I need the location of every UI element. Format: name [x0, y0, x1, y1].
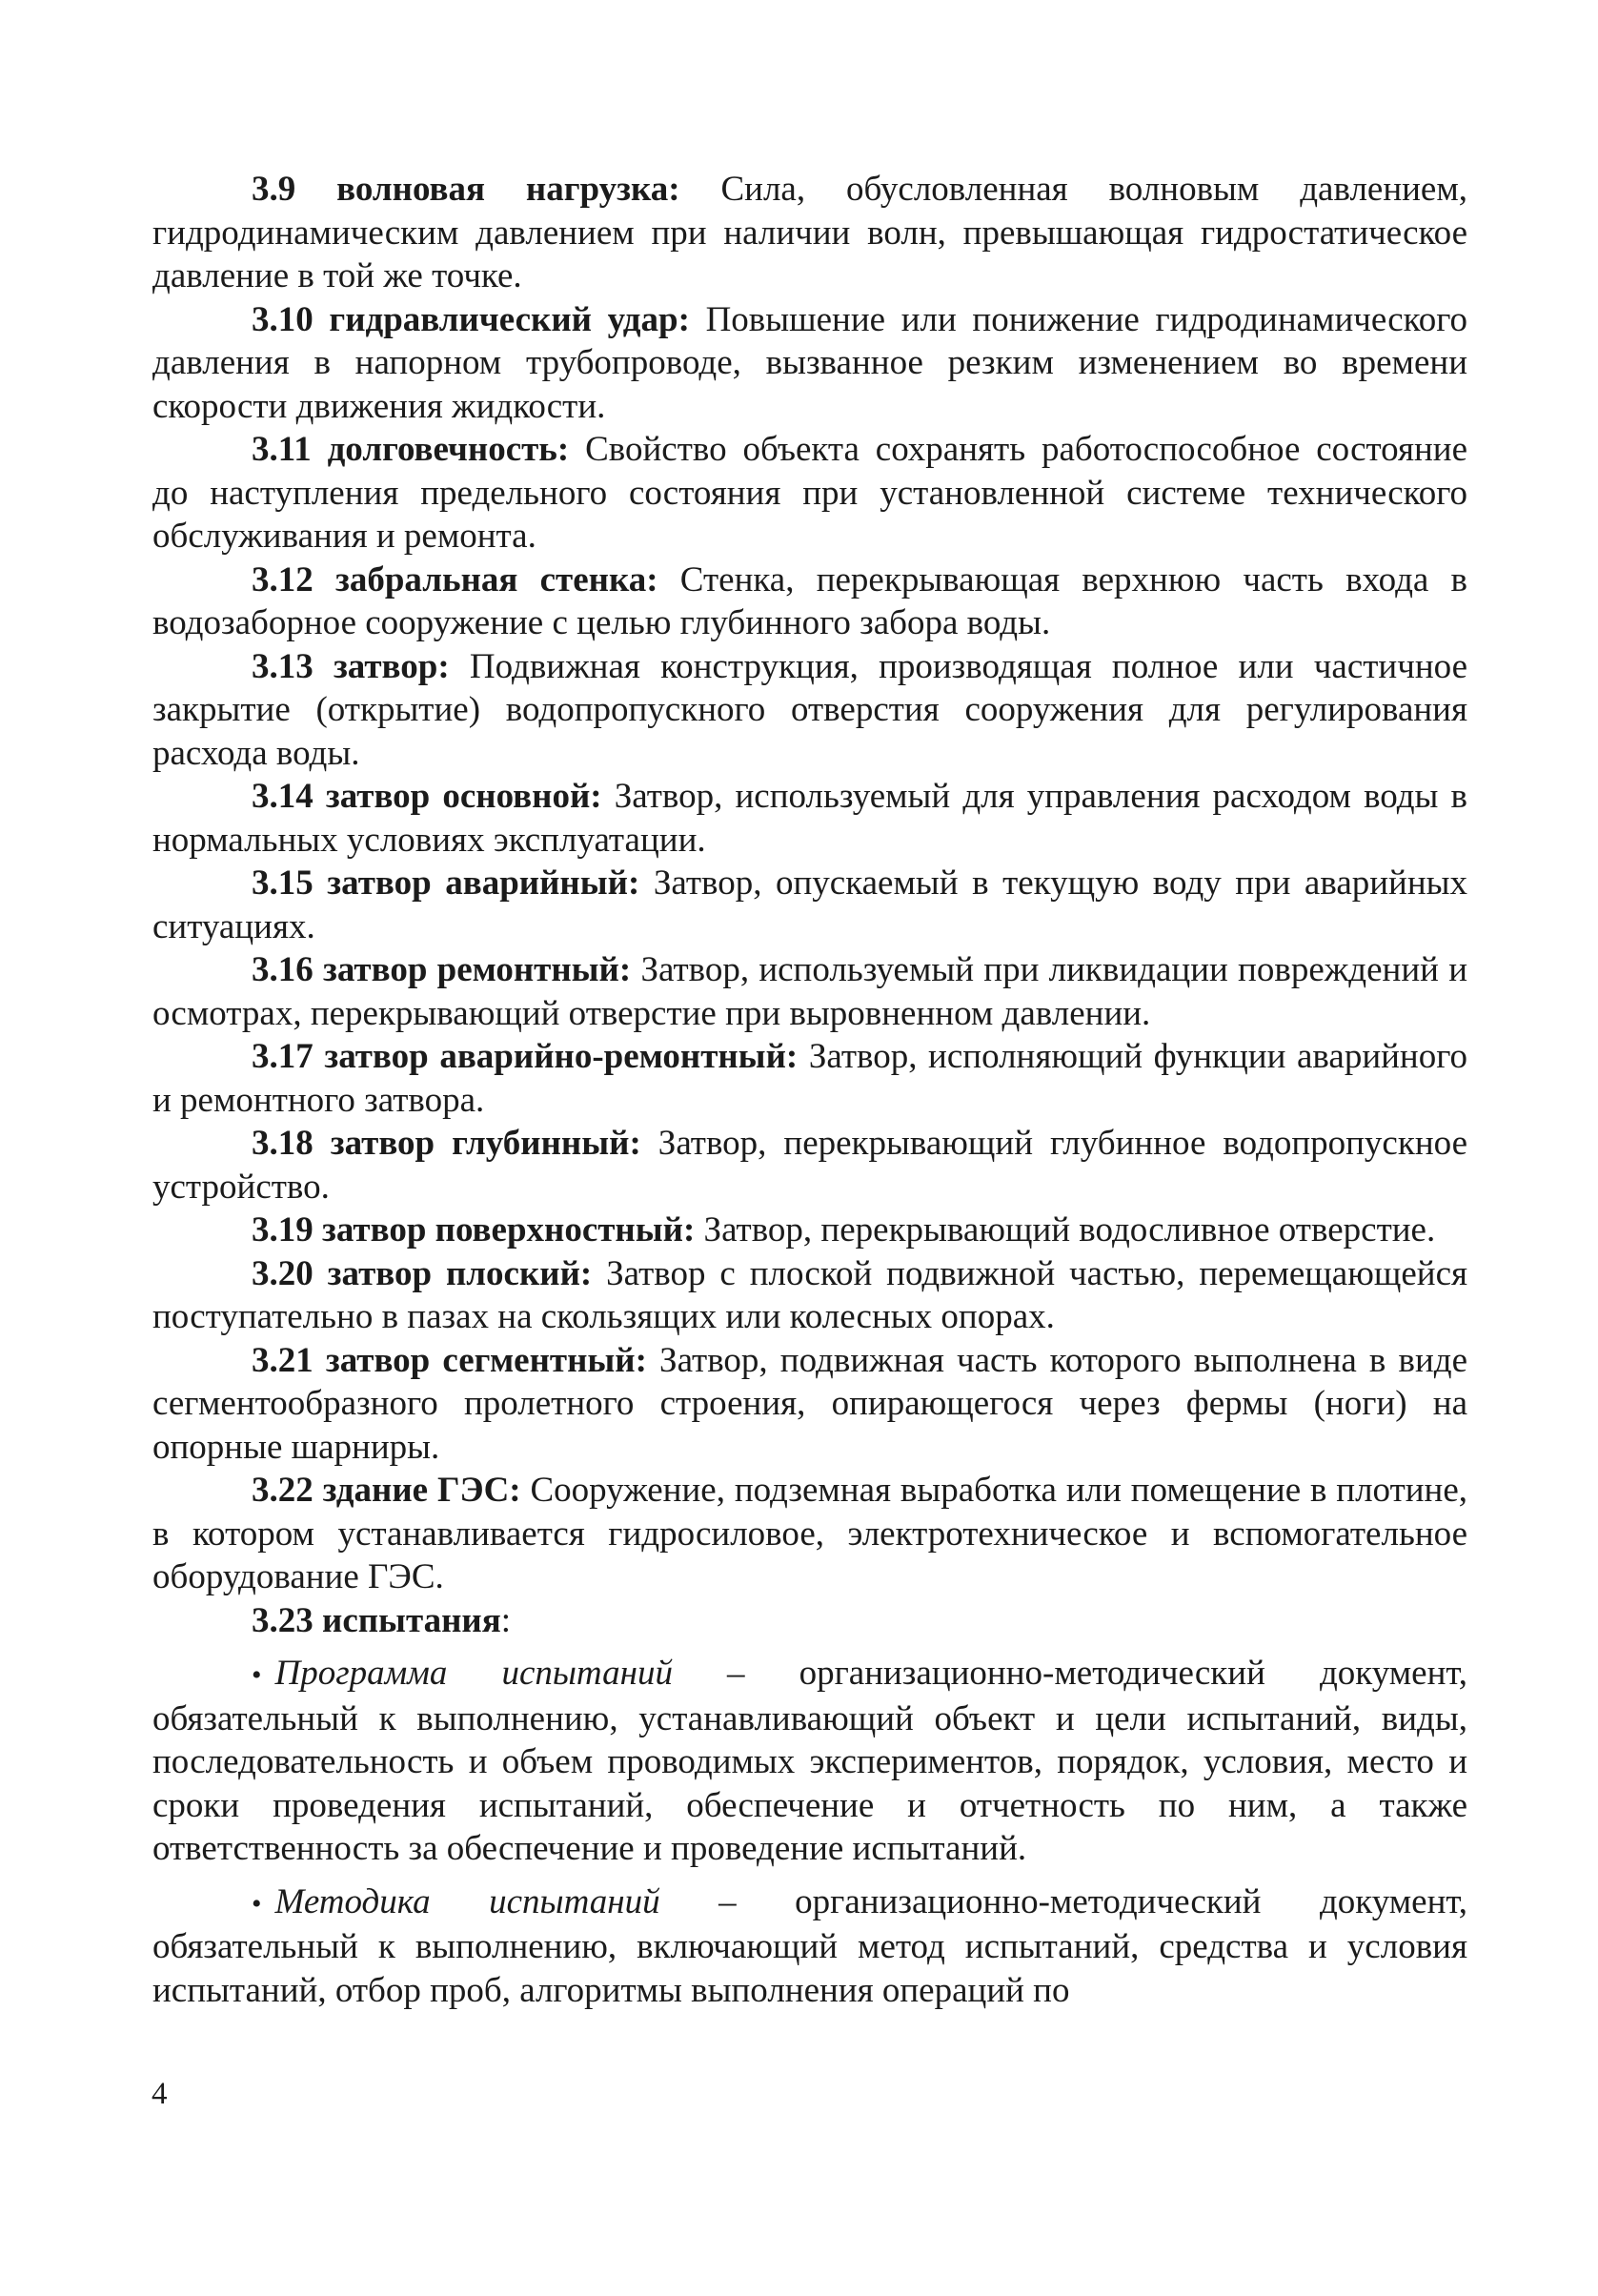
definition-entry	[152, 428, 1467, 559]
entry-term: здание ГЭС:	[322, 1471, 521, 1510]
page-body	[152, 168, 1467, 2012]
entry-term: забральная стенка:	[334, 559, 658, 599]
entry-number: 3.10	[252, 299, 314, 339]
entry-term: затвор ремонтный:	[323, 950, 632, 989]
entry-number: 3.12	[252, 559, 314, 599]
entry-number: 3.9	[252, 170, 296, 209]
entry-number: 3.19	[252, 1210, 314, 1250]
entry-text: Затвор, перекрывающий глубинное водопропускное устройство.	[152, 1124, 1468, 1207]
entry-text: Сила, обусловленная волновым давлением, гидродинамическим давлением при наличии волн, превышающая гидростатическое давление в той же точке.	[152, 170, 1468, 295]
entry-term: затвор:	[333, 646, 450, 686]
bullet-text: – организационно-методический документ, обязательный к выполнению, включающий метод испытаний, средства и условия испытаний, отбор проб, алгоритмы выполнения операций по	[152, 1881, 1468, 2010]
entry-term: гидравлический удар:	[329, 299, 690, 339]
entry-text: Стенка, перекрывающая верхнюю часть входа в водозаборное сооружение с целью глубинного забора воды.	[152, 559, 1468, 642]
definition-entry	[152, 1209, 1467, 1252]
entry-number: 3.13	[252, 646, 314, 686]
bullet-text: – организационно-методический документ, обязательный к выполнению, устанавливающий объект и цели испытаний, виды, последовательность и объем проводимых экспериментов, порядок, условия, место и сроки проведения испытаний, обеспечение и отчетность по ним, а также ответственность за обеспечение и проведение испытаний.	[152, 1654, 1468, 1868]
bullet-item	[152, 1652, 1467, 1871]
definition-entry	[152, 1469, 1467, 1599]
definition-entry	[152, 1252, 1467, 1339]
bullet-marker: •	[252, 1659, 262, 1691]
entry-number: 3.11	[252, 430, 312, 469]
entry-number: 3.22	[252, 1471, 314, 1510]
entry-number: 3.16	[252, 950, 314, 989]
entry-text: Сооружение, подземная выработка или помещение в плотине, в котором устанавливается гидросиловое, электротехническое и вспомогательное оборудование ГЭС.	[152, 1471, 1468, 1596]
definition-entry	[152, 1035, 1467, 1122]
bullet-item	[152, 1880, 1467, 2013]
definition-entry	[152, 1339, 1467, 1470]
entry-term: волновая нагрузка:	[336, 170, 680, 209]
definition-entry	[152, 862, 1467, 948]
definition-entry	[152, 1599, 1467, 1643]
definition-entry	[152, 775, 1467, 862]
entry-text: Затвор, подвижная часть которого выполнена в виде сегментообразного пролетного строения, опирающегося через фермы (ноги) на опорные шарниры.	[152, 1340, 1468, 1467]
entry-term: затвор плоский:	[327, 1253, 593, 1293]
entry-term: затвор аварийный:	[327, 864, 640, 903]
entry-number: 3.21	[252, 1340, 314, 1380]
entry-term: затвор сегментный:	[325, 1340, 647, 1380]
entry-text: Затвор, используемый при ликвидации повреждений и осмотрах, перекрывающий отверстие при выровненном давлении.	[152, 950, 1468, 1033]
entry-text: Затвор, опускаемый в текущую воду при аварийных ситуациях.	[152, 864, 1468, 946]
entry-number: 3.18	[252, 1124, 314, 1163]
entry-text: Повышение или понижение гидродинамического давления в напорном трубопроводе, вызванное резким изменением во времени скорости движения жидкости.	[152, 299, 1467, 426]
entry-number: 3.15	[252, 864, 314, 903]
definition-entry	[152, 168, 1467, 298]
entry-text: Затвор, используемый для управления расходом воды в нормальных условиях эксплуатации.	[152, 777, 1467, 860]
definition-entry	[152, 948, 1467, 1035]
entry-number: 3.23	[252, 1600, 314, 1640]
entry-number: 3.17	[252, 1037, 314, 1076]
definition-entry	[152, 645, 1467, 776]
entry-term: затвор поверхностный:	[322, 1210, 696, 1250]
page-number: 4	[152, 2077, 168, 2111]
entry-term: затвор основной:	[325, 777, 602, 816]
entry-term: долговечность:	[327, 430, 570, 469]
bullet-term: Методика испытаний	[274, 1881, 660, 1921]
definition-entry	[152, 1122, 1467, 1209]
bullet-term: Программа испытаний	[274, 1654, 673, 1693]
entry-text: :	[500, 1600, 512, 1640]
entry-text: Затвор с плоской подвижной частью, перемещающейся поступательно в пазах на скользящих или колесных опорах.	[152, 1253, 1468, 1336]
entry-text: Затвор, перекрывающий водосливное отверстие.	[703, 1210, 1436, 1250]
bullet-marker: •	[252, 1887, 262, 1920]
entry-number: 3.20	[252, 1253, 314, 1293]
entry-text: Затвор, исполняющий функции аварийного и ремонтного затвора.	[152, 1037, 1467, 1120]
entry-text: Свойство объекта сохранять работоспособное состояние до наступления предельного состояния при установленной системе технического обслуживания и ремонта.	[152, 430, 1468, 556]
entry-text: Подвижная конструкция, производящая полное или частичное закрытие (открытие) водопропускного отверстия сооружения для регулирования расхода воды.	[152, 646, 1467, 773]
entry-term: затвор глубинный:	[330, 1124, 641, 1163]
definition-entry	[152, 559, 1467, 645]
entry-term: испытания	[322, 1600, 501, 1640]
entry-number: 3.14	[252, 777, 314, 816]
definition-entry	[152, 298, 1467, 429]
entry-term: затвор аварийно-ремонтный:	[324, 1037, 799, 1076]
